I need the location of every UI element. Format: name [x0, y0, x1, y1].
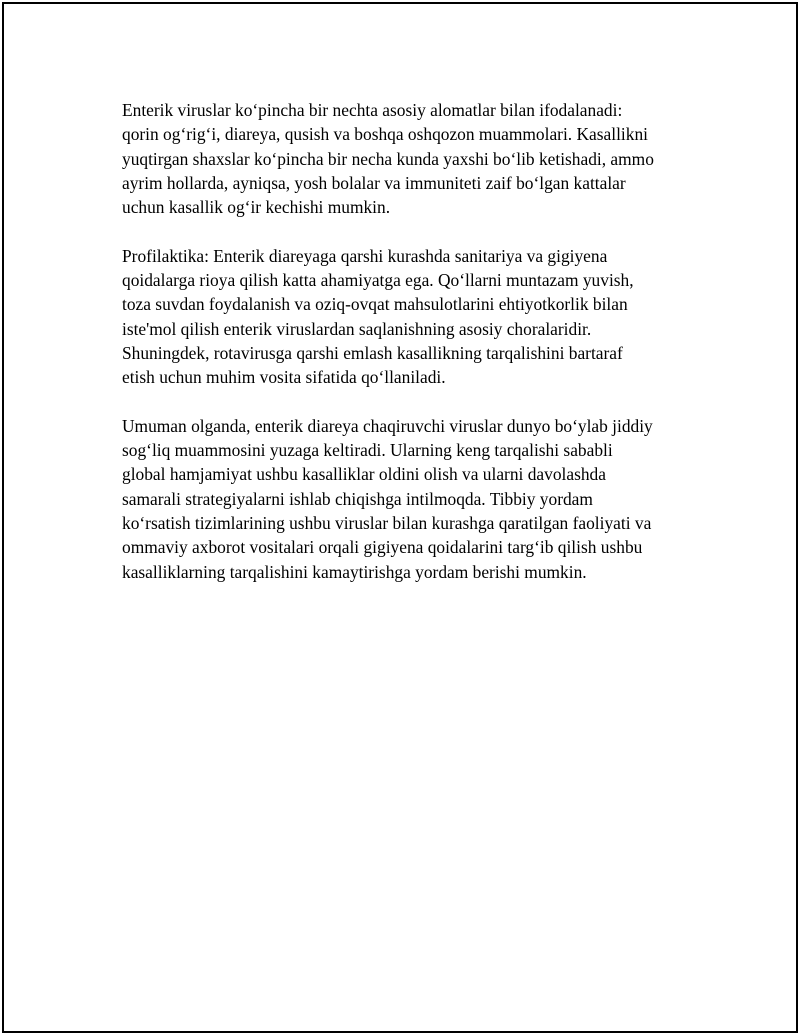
text-line: Enterik viruslar ko‘pincha bir nechta asosiy alomatlar bilan ifodalanadi: — [122, 100, 623, 120]
document-body — [122, 98, 712, 608]
page-frame — [2, 2, 798, 1033]
text-line: global hamjamiyat ushbu kasalliklar oldini olish va ularni davolashda — [122, 464, 606, 485]
text-line: uchun kasallik og‘ir kechishi mumkin. — [122, 197, 391, 218]
paragraph-symptoms — [122, 98, 712, 219]
text-line: samarali strategiyalarni ishlab chiqishga intilmoqda. Tibbiy yordam — [122, 488, 593, 509]
text-line: Umuman olganda, enterik diareya chaqiruvchi viruslar dunyo bo‘ylab jiddiy — [122, 415, 653, 436]
text-line: qorin og‘rig‘i, diareya, qusish va boshqa oshqozon muammolari. Kasallikni — [122, 124, 648, 145]
text-line: yuqtirgan shaxslar ko‘pincha bir necha kunda yaxshi bo‘lib ketishadi, ammo — [122, 148, 654, 169]
text-line: iste'mol qilish enterik viruslardan saqlanishning asosiy choralaridir. — [122, 318, 592, 339]
paragraph-prevention — [122, 244, 712, 390]
text-line: ko‘rsatish tizimlarining ushbu viruslar bilan kurashga qaratilgan faoliyati va — [122, 513, 652, 534]
text-line: Profilaktika: Enterik diareyaga qarshi kurashda sanitariya va gigiyena — [122, 245, 608, 266]
text-line: sog‘liq muammosini yuzaga keltiradi. Ularning keng tarqalishi sababli — [122, 440, 613, 461]
paragraph-conclusion — [122, 414, 712, 584]
text-line: qoidalarga rioya qilish katta ahamiyatga ega. Qo‘llarni muntazam yuvish, — [122, 270, 634, 291]
text-line: toza suvdan foydalanish va oziq-ovqat mahsulotlarini ehtiyotkorlik bilan — [122, 294, 628, 315]
text-line: ayrim hollarda, ayniqsa, yosh bolalar va immuniteti zaif bo‘lgan kattalar — [122, 172, 626, 193]
text-line: etish uchun muhim vosita sifatida qo‘llaniladi. — [122, 367, 446, 388]
text-line: Shuningdek, rotavirusga qarshi emlash kasallikning tarqalishini bartaraf — [122, 342, 623, 363]
text-line: kasalliklarning tarqalishini kamaytirishga yordam berishi mumkin. — [122, 561, 587, 582]
text-line: ommaviy axborot vositalari orqali gigiyena qoidalarini targ‘ib qilish ushbu — [122, 537, 643, 558]
